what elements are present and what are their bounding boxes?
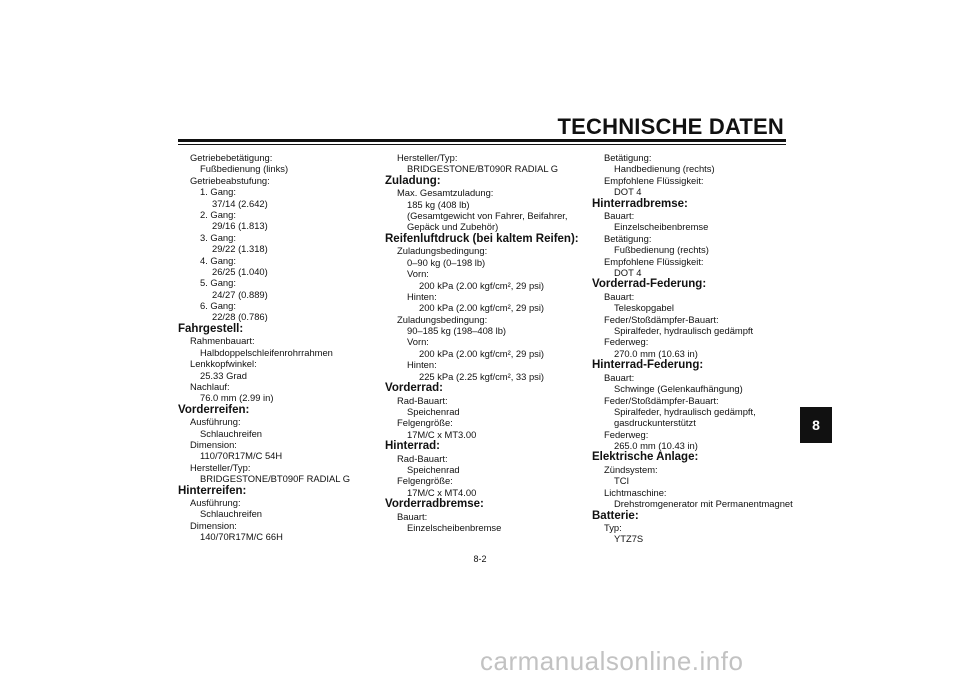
spec-value: Vorn:: [407, 268, 429, 280]
spec-label: Typ:: [604, 522, 622, 534]
spec-value: 140/70R17M/C 66H: [200, 531, 283, 543]
spec-label: Empfohlene Flüssigkeit:: [604, 174, 704, 186]
spec-label: Hersteller/Typ:: [397, 152, 458, 163]
spec-value: 29/16 (1.813): [212, 220, 268, 232]
spec-label: Rad-Bauart:: [397, 452, 448, 464]
spec-label: Bauart:: [604, 371, 635, 383]
spec-value: Einzelscheibenbremse: [407, 522, 502, 534]
section-heading: Batterie:: [592, 509, 639, 522]
spec-value: TCI: [614, 475, 630, 487]
chapter-tab: 8: [800, 407, 832, 443]
spec-value: 25.33 Grad: [200, 369, 247, 381]
spec-value: 26/25 (1.040): [212, 265, 268, 277]
spec-label: Lenkkopfwinkel:: [190, 358, 257, 370]
spec-value: Einzelscheibenbremse: [614, 221, 709, 233]
section-heading: Vorderrad:: [385, 382, 443, 395]
section-heading: Hinterrad:: [385, 440, 440, 453]
spec-value: 4. Gang:: [200, 254, 236, 266]
spec-value: Halbdoppelschleifenrohrrahmen: [200, 346, 333, 358]
section-heading: Hinterradbremse:: [592, 197, 688, 210]
spec-value: 17M/C x MT3.00: [407, 428, 477, 440]
spec-value: Speichenrad: [407, 463, 460, 475]
spec-label: Felgengröße:: [397, 417, 453, 429]
spec-value: 90–185 kg (198–408 lb): [407, 325, 507, 337]
spec-label: Federweg:: [604, 336, 649, 348]
spec-label: Bauart:: [397, 510, 428, 522]
spec-value: 110/70R17M/C 54H: [200, 450, 283, 462]
spec-label: Federweg:: [604, 428, 649, 440]
spec-label: Betätigung:: [604, 232, 652, 244]
spec-value: 270.0 mm (10.63 in): [614, 347, 698, 359]
spec-label: Betätigung:: [604, 152, 652, 163]
spec-value: 185 kg (408 lb): [407, 198, 470, 210]
spec-value: 265.0 mm (10.43 in): [614, 440, 698, 452]
spec-label: Feder/Stoßdämpfer-Bauart:: [604, 394, 719, 406]
spec-value: (Gesamtgewicht von Fahrer, Beifahrer,: [407, 210, 568, 222]
spec-value: Drehstromgenerator mit Permanentmagnet: [614, 498, 793, 510]
spec-value: 76.0 mm (2.99 in): [200, 392, 274, 404]
spec-value: Gepäck und Zubehör): [407, 221, 499, 233]
title-rule-thick: [178, 139, 786, 142]
spec-value: 3. Gang:: [200, 231, 236, 243]
spec-label: Felgengröße:: [397, 475, 453, 487]
section-heading: Hinterrad-Federung:: [592, 359, 704, 372]
spec-label: Dimension:: [190, 438, 237, 450]
page-title: TECHNISCHE DATEN: [557, 114, 784, 139]
spec-label: Hersteller/Typ:: [190, 461, 251, 473]
spec-label: Feder/Stoßdämpfer-Bauart:: [604, 313, 719, 325]
spec-value: BRIDGESTONE/BT090R RADIAL G: [407, 163, 559, 175]
spec-value: 5. Gang:: [200, 277, 236, 289]
spec-value: 29/22 (1.318): [212, 243, 268, 255]
spec-value: 24/27 (0.889): [212, 288, 268, 300]
spec-label: Rahmenbauart:: [190, 335, 255, 347]
spec-value: 200 kPa (2.00 kgf/cm², 29 psi): [419, 279, 545, 291]
spec-column-3: [592, 152, 792, 545]
spec-value: 225 kPa (2.25 kgf/cm², 33 psi): [419, 370, 545, 382]
spec-label: Bauart:: [604, 210, 635, 222]
spec-label: Zuladungsbedingung:: [397, 313, 488, 325]
spec-value: 37/14 (2.642): [212, 197, 268, 209]
spec-value: 22/28 (0.786): [212, 311, 268, 323]
spec-value: Schlauchreifen: [200, 508, 263, 520]
section-heading: Elektrische Anlage:: [592, 451, 699, 464]
spec-value: Speichenrad: [407, 405, 460, 417]
spec-value: Fußbedienung (links): [200, 163, 289, 175]
spec-value: 6. Gang:: [200, 300, 236, 312]
section-heading: Zuladung:: [385, 174, 441, 187]
spec-value: Spiralfeder, hydraulisch gedämpft: [614, 325, 754, 337]
watermark: carmanualsonline.info: [480, 646, 744, 676]
spec-value: gasdruckunterstützt: [614, 417, 696, 429]
spec-value: Handbedienung (rechts): [614, 163, 715, 175]
spec-column-1: [178, 152, 368, 543]
section-heading: Fahrgestell:: [178, 322, 244, 335]
spec-value: Teleskopgabel: [614, 302, 674, 314]
spec-value: 17M/C x MT4.00: [407, 486, 477, 498]
spec-value: Schlauchreifen: [200, 427, 263, 439]
section-heading: Hinterreifen:: [178, 484, 247, 497]
spec-value: BRIDGESTONE/BT090F RADIAL G: [200, 473, 351, 485]
spec-value: 2. Gang:: [200, 208, 236, 220]
spec-value: DOT 4: [614, 267, 642, 279]
spec-value: 0–90 kg (0–198 lb): [407, 256, 486, 268]
spec-value: DOT 4: [614, 186, 642, 198]
spec-label: Max. Gesamtzuladung:: [397, 187, 494, 199]
section-heading: Reifenluftdruck (bei kaltem Reifen):: [385, 232, 579, 245]
spec-label: Zuladungsbedingung:: [397, 245, 488, 257]
spec-value: 1. Gang:: [200, 186, 236, 198]
page-number: 8-2: [473, 554, 487, 564]
spec-label: Ausführung:: [190, 497, 241, 509]
spec-label: Nachlauf:: [190, 380, 230, 392]
spec-value: Vorn:: [407, 336, 429, 348]
spec-label: Dimension:: [190, 519, 237, 531]
spec-label: Getriebeabstufung:: [190, 174, 270, 186]
spec-value: Spiralfeder, hydraulisch gedämpft,: [614, 405, 756, 417]
spec-label: Empfohlene Flüssigkeit:: [604, 255, 704, 267]
spec-value: YTZ7S: [614, 533, 644, 545]
spec-label: Ausführung:: [190, 416, 241, 428]
section-heading: Vorderrad-Federung:: [592, 278, 707, 291]
spec-label: Rad-Bauart:: [397, 394, 448, 406]
spec-label: Getriebebetätigung:: [190, 152, 273, 163]
section-heading: Vorderradbremse:: [385, 498, 484, 511]
spec-value: Hinten:: [407, 290, 437, 302]
spec-label: Zündsystem:: [604, 463, 658, 475]
spec-column-2: [385, 152, 579, 534]
spec-value: Fußbedienung (rechts): [614, 244, 709, 256]
spec-value: Hinten:: [407, 359, 437, 371]
spec-value: 200 kPa (2.00 kgf/cm², 29 psi): [419, 302, 545, 314]
spec-label: Lichtmaschine:: [604, 486, 667, 498]
spec-value: Schwinge (Gelenkaufhängung): [614, 383, 743, 395]
title-rule-thin: [178, 144, 786, 145]
section-heading: Vorderreifen:: [178, 403, 250, 416]
spec-label: Bauart:: [604, 290, 635, 302]
spec-value: 200 kPa (2.00 kgf/cm², 29 psi): [419, 347, 545, 359]
